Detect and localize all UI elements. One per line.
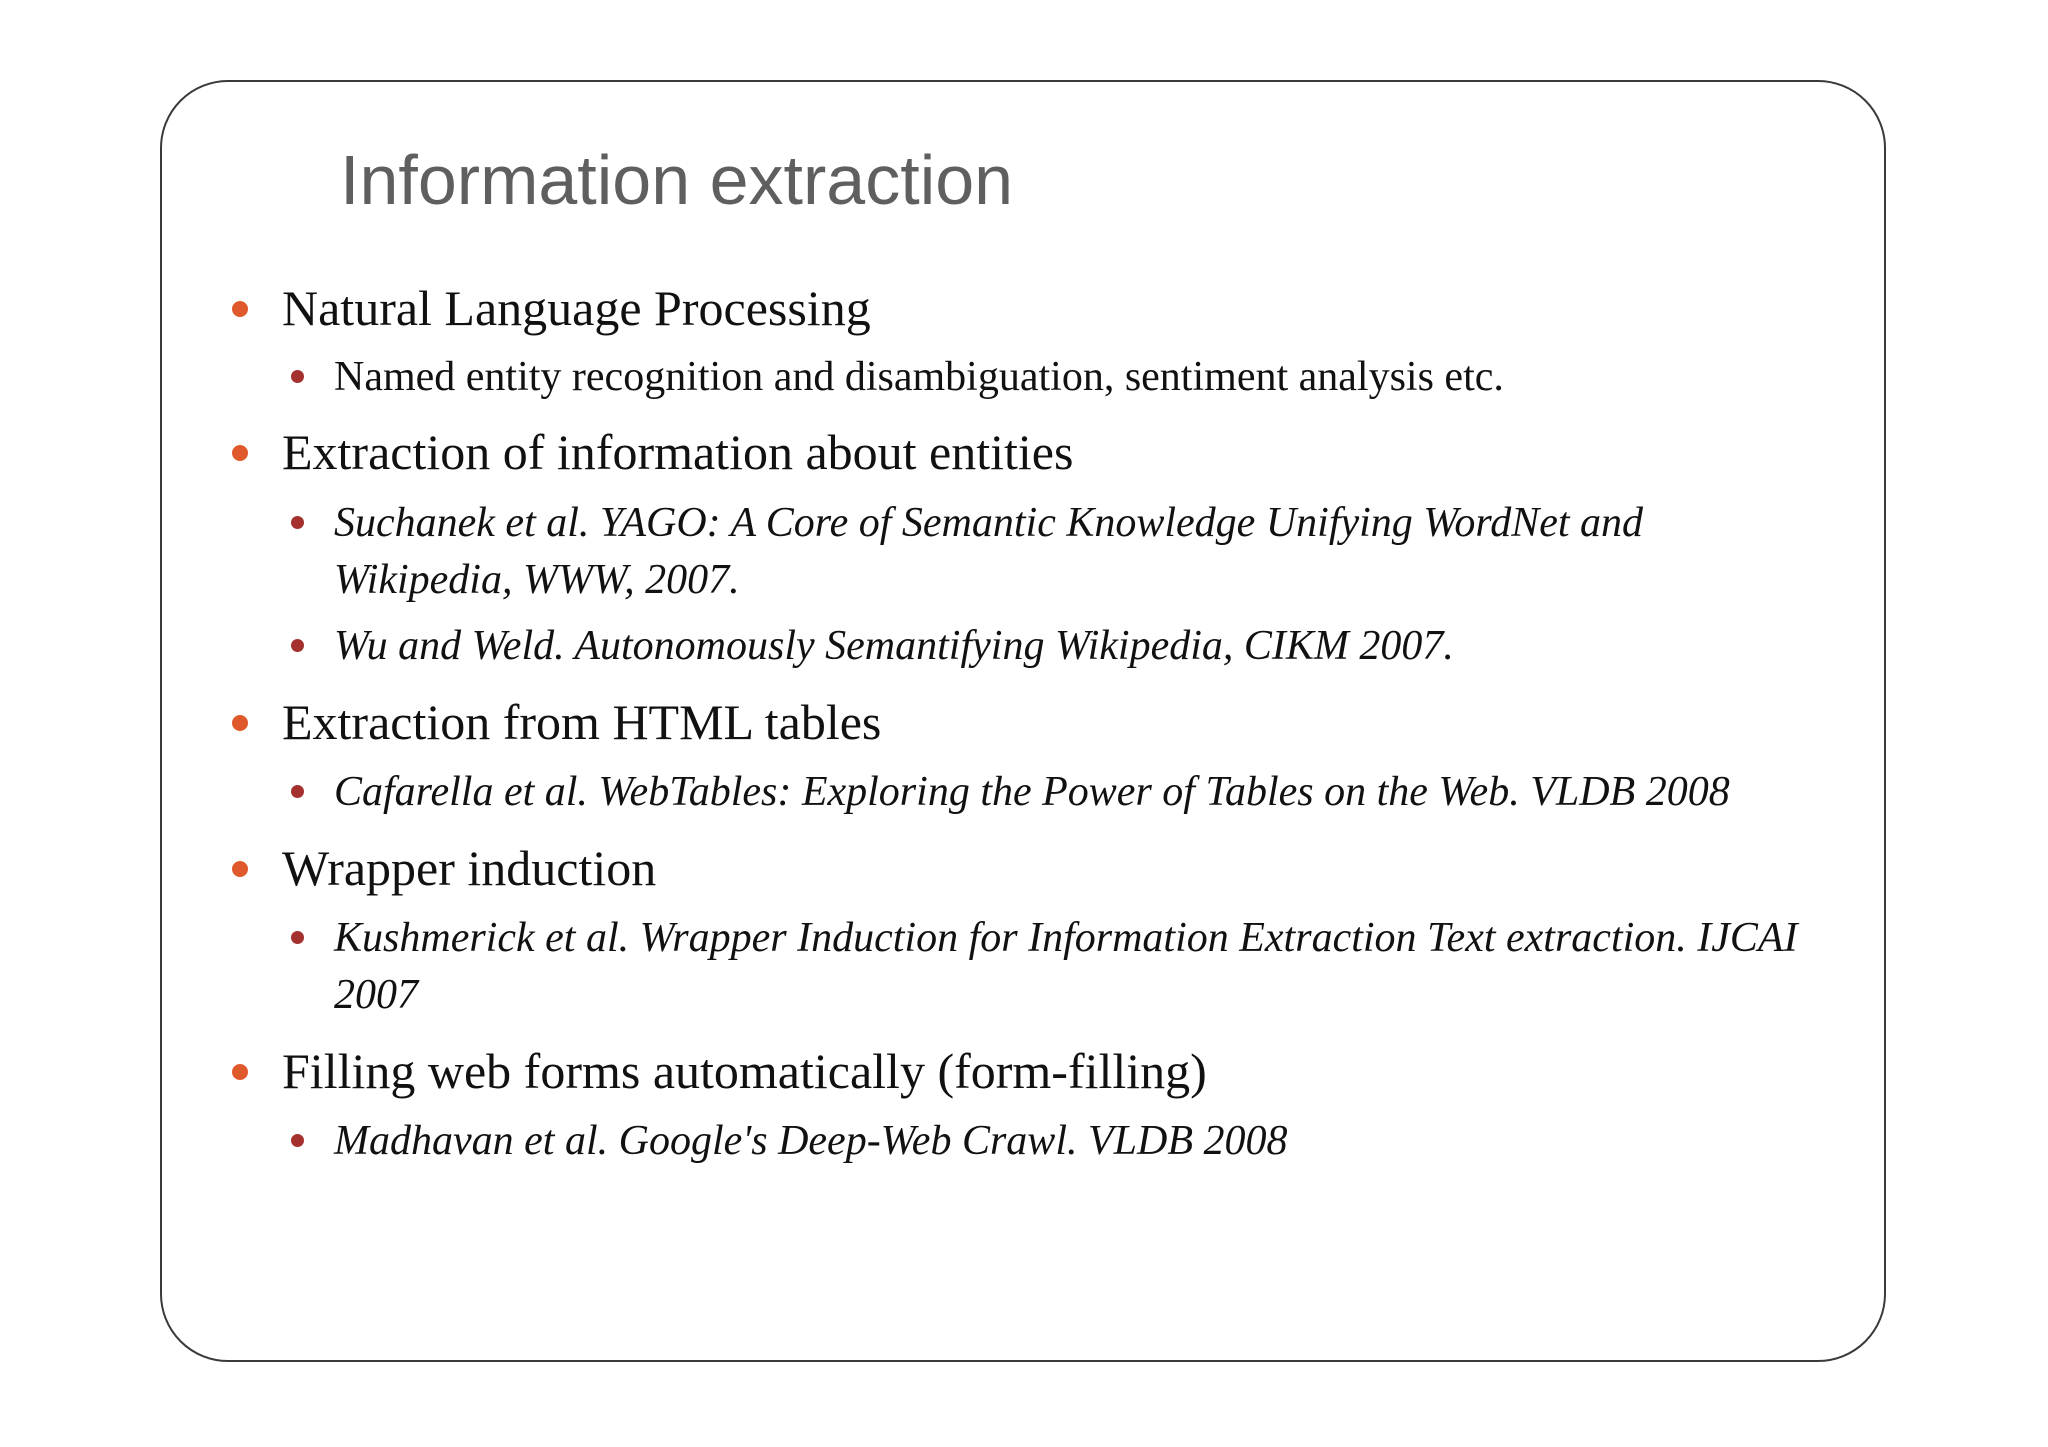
sub-item-text: Madhavan et al. Google's Deep-Web Crawl. VLDB 2008: [334, 1118, 1288, 1164]
page-title: Information extraction: [340, 141, 1014, 219]
list-item-form-filling: [282, 1041, 1207, 1101]
orange-bullet-icon: [232, 301, 248, 317]
sub-item-madhavan: [334, 1113, 1288, 1170]
red-bullet-icon: [291, 370, 304, 383]
orange-bullet-icon: [232, 861, 248, 877]
sub-item-text-line2: 2007: [334, 972, 418, 1018]
sub-item-text: Named entity recognition and disambiguation, sentiment analysis etc.: [334, 354, 1504, 400]
red-bullet-icon: [291, 1134, 304, 1147]
sub-item-yago-continuation: [334, 552, 740, 609]
sub-item-text: Wu and Weld. Autonomously Semantifying Wikipedia, CIKM 2007.: [334, 623, 1454, 669]
sub-item-text: Cafarella et al. WebTables: Exploring the Power of Tables on the Web. VLDB 2008: [334, 769, 1730, 815]
list-item-html-tables: [282, 692, 881, 752]
sub-item-webtables: [334, 764, 1730, 821]
orange-bullet-icon: [232, 715, 248, 731]
list-item-text: Filling web forms automatically (form-filling): [282, 1043, 1207, 1099]
red-bullet-icon: [291, 931, 304, 944]
sub-item-yago: [334, 495, 1643, 552]
red-bullet-icon: [291, 516, 304, 529]
red-bullet-icon: [291, 639, 304, 652]
list-item-nlp: [282, 278, 871, 338]
sub-item-ner: [334, 349, 1504, 406]
list-item-text: Natural Language Processing: [282, 280, 871, 336]
red-bullet-icon: [291, 785, 304, 798]
list-item-text: Extraction from HTML tables: [282, 694, 882, 750]
list-item-entity-extraction: [282, 422, 1073, 482]
sub-item-kushmerick: [334, 910, 1798, 967]
sub-item-text-line1: Kushmerick et al. Wrapper Induction for Information Extraction Text extraction. IJCAI: [334, 915, 1798, 961]
list-item-text: Extraction of information about entities: [282, 424, 1074, 480]
sub-item-kushmerick-continuation: [334, 967, 418, 1024]
orange-bullet-icon: [232, 445, 248, 461]
orange-bullet-icon: [232, 1064, 248, 1080]
sub-item-text-line1: Suchanek et al. YAGO: A Core of Semantic Knowledge Unifying WordNet and: [334, 500, 1644, 546]
list-item-wrapper-induction: [282, 838, 656, 898]
list-item-text: Wrapper induction: [282, 840, 657, 896]
sub-item-wu-weld: [334, 618, 1454, 675]
sub-item-text-line2: Wikipedia, WWW, 2007.: [334, 557, 740, 603]
